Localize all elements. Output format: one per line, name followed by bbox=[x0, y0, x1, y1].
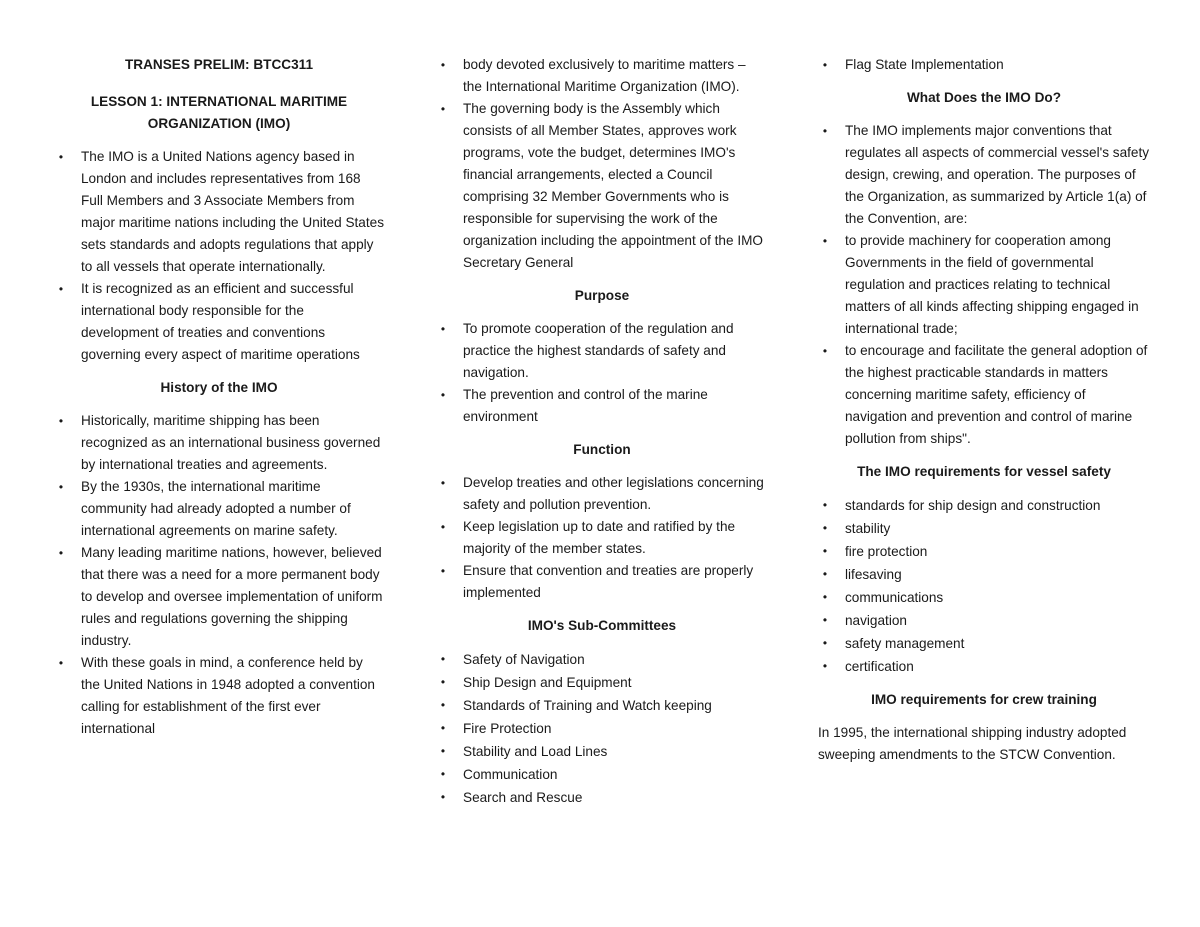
bullet-icon: • bbox=[58, 656, 64, 670]
list-item-text: The IMO is a United Nations agency based in London and includes representatives from 168 Full Members and 3 Associate Members from major maritime nations including the United States sets standards and adopts regulations that apply to all vessels that operate internationally. bbox=[81, 149, 384, 274]
purpose-heading: Purpose bbox=[574, 288, 630, 303]
list-item bbox=[54, 652, 384, 740]
list-item-text: Flag State Implementation bbox=[845, 57, 1004, 72]
list-item-text: Ensure that convention and treaties are properly implemented bbox=[463, 563, 754, 600]
bullet-icon: • bbox=[822, 659, 828, 673]
function-heading: Function bbox=[573, 442, 631, 457]
list-item bbox=[54, 410, 384, 476]
bullet-icon: • bbox=[440, 744, 446, 758]
crew-training-paragraph: In 1995, the international shipping industry adopted sweeping amendments to the STCW Convention. bbox=[818, 725, 1127, 762]
list-item bbox=[436, 384, 768, 428]
document-title: TRANSES PRELIM: BTCC311 bbox=[124, 57, 314, 72]
bullet-icon: • bbox=[440, 790, 446, 804]
list-item bbox=[818, 632, 1150, 655]
list-item bbox=[436, 516, 768, 560]
bullet-icon: • bbox=[822, 567, 828, 581]
list-item-text: safety management bbox=[845, 636, 965, 651]
list-item-text: With these goals in mind, a conference held by the United Nations in 1948 adopted a convention calling for establishment of the first ever international bbox=[81, 655, 375, 736]
list-item bbox=[436, 786, 768, 809]
list-item bbox=[436, 54, 768, 98]
list-item bbox=[818, 494, 1150, 517]
list-item-text: Keep legislation up to date and ratified by the majority of the member states. bbox=[463, 519, 736, 556]
list-item-text: to encourage and facilitate the general adoption of the highest practicable standards in matters concerning maritime safety, efficiency of navigation and prevention and control of marine pollution from ships". bbox=[845, 343, 1148, 446]
bullet-icon: • bbox=[58, 546, 64, 560]
list-item bbox=[818, 609, 1150, 632]
bullet-icon: • bbox=[440, 721, 446, 735]
bullet-icon: • bbox=[58, 282, 64, 296]
list-item-text: body devoted exclusively to maritime matters – the International Maritime Organization (IMO). bbox=[463, 57, 746, 94]
history-heading: History of the IMO bbox=[160, 380, 278, 395]
list-item-text: lifesaving bbox=[845, 567, 902, 582]
list-item bbox=[436, 648, 768, 671]
list-item-text: Develop treaties and other legislations concerning safety and pollution prevention. bbox=[463, 475, 764, 512]
list-item-text: To promote cooperation of the regulation and practice the highest standards of safety and navigation. bbox=[463, 321, 734, 380]
list-item-text: Many leading maritime nations, however, believed that there was a need for a more permanent body to develop and oversee implementation of uniform rules and regulations governing the shipping industry. bbox=[81, 545, 383, 648]
list-item bbox=[818, 540, 1150, 563]
list-item-text: certification bbox=[845, 659, 914, 674]
bullet-icon: • bbox=[58, 480, 64, 494]
subcommittees-heading: IMO's Sub-Committees bbox=[527, 618, 677, 633]
list-item bbox=[436, 318, 768, 384]
bullet-icon: • bbox=[822, 590, 828, 604]
function-list bbox=[436, 472, 768, 604]
column-2 bbox=[436, 54, 768, 809]
list-item-text: Safety of Navigation bbox=[463, 652, 585, 667]
bullet-icon: • bbox=[440, 388, 446, 402]
bullet-icon: • bbox=[440, 322, 446, 336]
list-item bbox=[818, 563, 1150, 586]
bullet-icon: • bbox=[822, 344, 828, 358]
list-item-text: Fire Protection bbox=[463, 721, 552, 736]
list-item-text: stability bbox=[845, 521, 891, 536]
list-item-text: standards for ship design and construction bbox=[845, 498, 1101, 513]
bullet-icon: • bbox=[822, 124, 828, 138]
vessel-safety-list bbox=[818, 494, 1150, 678]
list-item bbox=[436, 740, 768, 763]
list-item bbox=[818, 655, 1150, 678]
list-item-text: Search and Rescue bbox=[463, 790, 583, 805]
continued-list bbox=[436, 54, 768, 274]
lesson-heading: LESSON 1: INTERNATIONAL MARITIME ORGANIZATION (IMO) bbox=[90, 94, 348, 131]
bullet-icon: • bbox=[440, 102, 446, 116]
bullet-icon: • bbox=[440, 675, 446, 689]
bullet-icon: • bbox=[440, 58, 446, 72]
list-item bbox=[818, 340, 1150, 450]
list-item-text: The prevention and control of the marine environment bbox=[463, 387, 708, 424]
list-item bbox=[818, 54, 1150, 76]
bullet-icon: • bbox=[822, 234, 828, 248]
list-item-text: Historically, maritime shipping has been recognized as an international business governed by international treaties and agreements. bbox=[81, 413, 381, 472]
list-item-text: By the 1930s, the international maritime community had already adopted a number of international agreements on marine safety. bbox=[81, 479, 351, 538]
list-item bbox=[436, 671, 768, 694]
list-item-text: The governing body is the Assembly which consists of all Member States, approves work programs, vote the budget, determines IMO's financial arrangements, elected a Council comprising 32 Member Governments who is responsible for supervising the work of the organization including the appointment of the IMO Secretary General bbox=[463, 101, 764, 270]
list-item bbox=[436, 560, 768, 604]
list-item bbox=[54, 278, 384, 366]
list-item-text: fire protection bbox=[845, 544, 928, 559]
what-does-imo-do-heading: What Does the IMO Do? bbox=[906, 90, 1062, 105]
list-item-text: Standards of Training and Watch keeping bbox=[463, 698, 712, 713]
bullet-icon: • bbox=[440, 767, 446, 781]
list-item-text: Communication bbox=[463, 767, 558, 782]
history-list bbox=[54, 410, 384, 740]
list-item-text: The IMO implements major conventions that regulates all aspects of commercial vessel's safety design, crewing, and operation. The purposes of the Organization, as summarized by Article 1(a) of the Convention, are: bbox=[845, 123, 1150, 226]
vessel-safety-heading: The IMO requirements for vessel safety bbox=[857, 464, 1111, 479]
bullet-icon: • bbox=[440, 476, 446, 490]
list-item bbox=[54, 476, 384, 542]
list-item bbox=[818, 230, 1150, 340]
subcommittees-list bbox=[436, 648, 768, 809]
list-item-text: It is recognized as an efficient and successful international body responsible for the development of treaties and conventions governing every aspect of maritime operations bbox=[81, 281, 360, 362]
bullet-icon: • bbox=[822, 613, 828, 627]
column-1 bbox=[54, 54, 384, 740]
list-item bbox=[818, 586, 1150, 609]
continued-list-col3 bbox=[818, 54, 1150, 76]
bullet-icon: • bbox=[822, 498, 828, 512]
bullet-icon: • bbox=[822, 58, 828, 72]
list-item bbox=[436, 763, 768, 786]
list-item-text: navigation bbox=[845, 613, 907, 628]
bullet-icon: • bbox=[440, 652, 446, 666]
list-item bbox=[818, 120, 1150, 230]
bullet-icon: • bbox=[58, 150, 64, 164]
bullet-icon: • bbox=[822, 636, 828, 650]
list-item bbox=[54, 542, 384, 652]
bullet-icon: • bbox=[440, 698, 446, 712]
list-item bbox=[436, 98, 768, 274]
list-item bbox=[436, 717, 768, 740]
bullet-icon: • bbox=[440, 520, 446, 534]
list-item bbox=[436, 694, 768, 717]
crew-training-heading: IMO requirements for crew training bbox=[871, 692, 1097, 707]
bullet-icon: • bbox=[440, 564, 446, 578]
list-item-text: Stability and Load Lines bbox=[463, 744, 608, 759]
bullet-icon: • bbox=[822, 544, 828, 558]
list-item-text: communications bbox=[845, 590, 944, 605]
bullet-icon: • bbox=[58, 414, 64, 428]
intro-list bbox=[54, 146, 384, 366]
purpose-list bbox=[436, 318, 768, 428]
list-item-text: to provide machinery for cooperation among Governments in the field of governmental regulation and practices relating to technical matters of all kinds affecting shipping engaged in international trade; bbox=[845, 233, 1139, 336]
list-item-text: Ship Design and Equipment bbox=[463, 675, 632, 690]
list-item bbox=[54, 146, 384, 278]
list-item bbox=[436, 472, 768, 516]
column-3 bbox=[818, 54, 1150, 766]
what-does-list bbox=[818, 120, 1150, 450]
list-item bbox=[818, 517, 1150, 540]
bullet-icon: • bbox=[822, 521, 828, 535]
